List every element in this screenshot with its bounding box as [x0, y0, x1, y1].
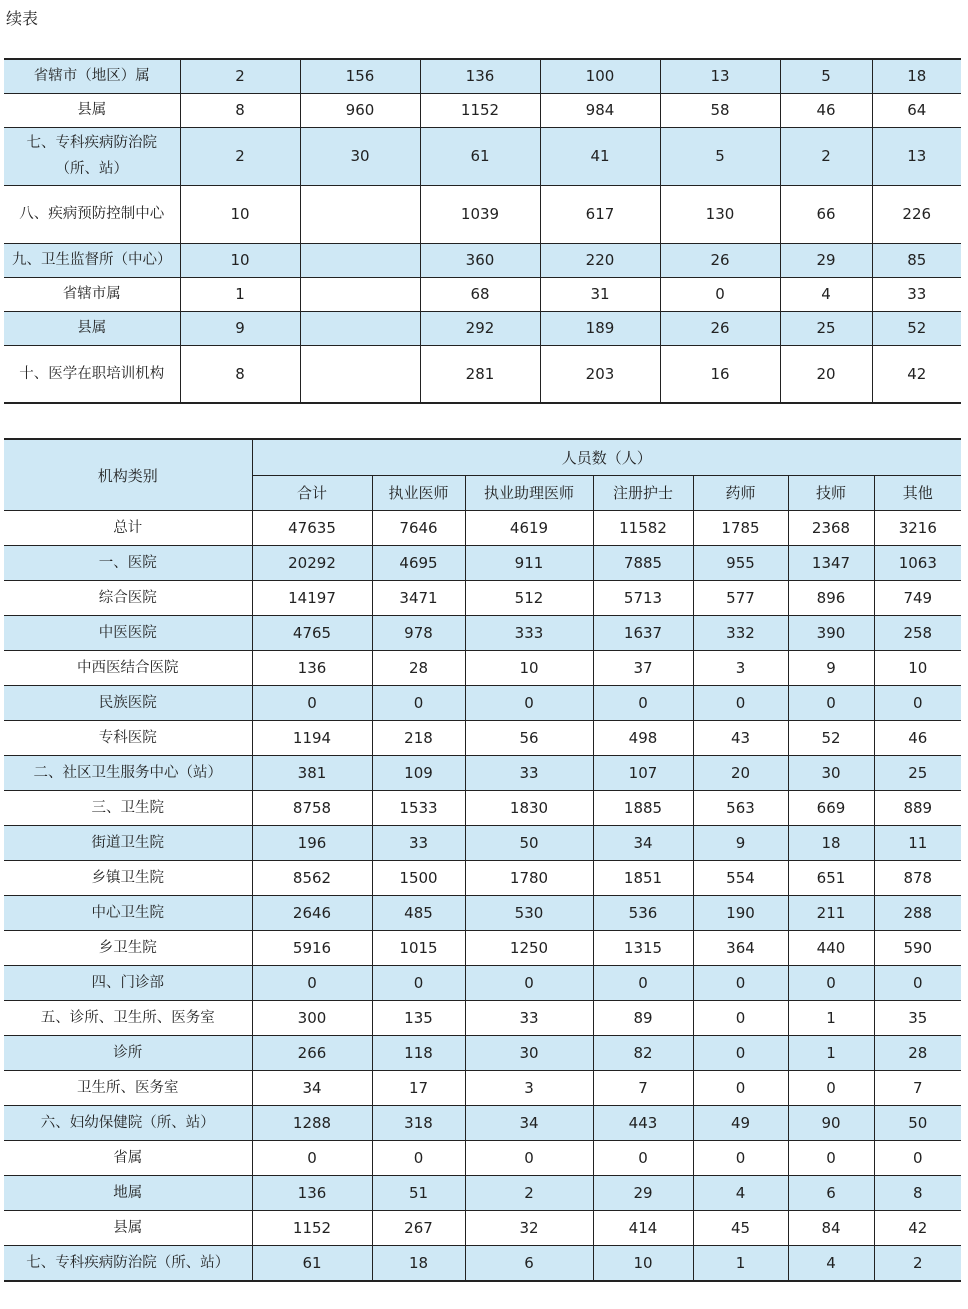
cell-value: 0 — [372, 686, 465, 721]
cell-value: 61 — [252, 1246, 372, 1281]
row-label: 省辖市（地区）属 — [4, 59, 180, 93]
cell-value: 960 — [300, 93, 420, 127]
cell-value: 18 — [372, 1246, 465, 1281]
cell-value: 617 — [540, 185, 660, 243]
cell-value: 226 — [872, 185, 961, 243]
cell-value: 196 — [252, 826, 372, 861]
cell-value: 9 — [788, 651, 874, 686]
header-category: 机构类别 — [4, 439, 252, 511]
cell-value: 749 — [874, 581, 961, 616]
table-row — [4, 896, 961, 931]
row-label: 七、专科疾病防治院（所、站） — [4, 127, 180, 185]
cell-value: 33 — [465, 1001, 593, 1036]
cell-value: 26 — [660, 311, 780, 345]
table-row — [4, 966, 961, 1001]
cell-value: 50 — [874, 1106, 961, 1141]
cell-value: 189 — [540, 311, 660, 345]
cell-value: 0 — [693, 966, 788, 1001]
cell-value: 2 — [465, 1176, 593, 1211]
cell-value: 16 — [660, 345, 780, 403]
table-row — [4, 1211, 961, 1246]
cell-value: 300 — [252, 1001, 372, 1036]
table-row — [4, 1071, 961, 1106]
cell-value: 1063 — [874, 546, 961, 581]
cell-value: 2 — [180, 59, 300, 93]
cell-value: 1785 — [693, 511, 788, 546]
cell-value: 1315 — [593, 931, 693, 966]
row-label: 中西医结合医院 — [4, 651, 252, 686]
cell-value: 34 — [252, 1071, 372, 1106]
cell-value: 11 — [874, 826, 961, 861]
cell-value: 0 — [465, 966, 593, 1001]
cell-value: 267 — [372, 1211, 465, 1246]
cell-value: 1288 — [252, 1106, 372, 1141]
table-row — [4, 243, 961, 277]
cell-value: 46 — [780, 93, 872, 127]
cell-value: 530 — [465, 896, 593, 931]
cell-value: 0 — [874, 966, 961, 1001]
cell-value: 190 — [693, 896, 788, 931]
cell-value: 5713 — [593, 581, 693, 616]
cell-value: 1637 — [593, 616, 693, 651]
column-header: 合计 — [252, 475, 372, 511]
table-row — [4, 861, 961, 896]
cell-value: 4695 — [372, 546, 465, 581]
cell-value: 203 — [540, 345, 660, 403]
cell-value: 5 — [780, 59, 872, 93]
cell-value: 1500 — [372, 861, 465, 896]
table-row — [4, 1176, 961, 1211]
cell-value: 3 — [465, 1071, 593, 1106]
cell-value: 0 — [372, 966, 465, 1001]
cell-value: 49 — [693, 1106, 788, 1141]
cell-value: 1347 — [788, 546, 874, 581]
row-label: 省属 — [4, 1141, 252, 1176]
row-label: 六、妇幼保健院（所、站） — [4, 1106, 252, 1141]
cell-value: 1152 — [252, 1211, 372, 1246]
cell-value: 130 — [660, 185, 780, 243]
cell-value: 485 — [372, 896, 465, 931]
cell-value: 1 — [180, 277, 300, 311]
cell-value: 37 — [593, 651, 693, 686]
cell-value: 30 — [788, 756, 874, 791]
cell-value: 3 — [693, 651, 788, 686]
row-label: 乡卫生院 — [4, 931, 252, 966]
cell-value: 28 — [874, 1036, 961, 1071]
row-label: 八、疾病预防控制中心 — [4, 185, 180, 243]
cell-value: 52 — [872, 311, 961, 345]
table-row — [4, 1246, 961, 1281]
column-header: 执业助理医师 — [465, 475, 593, 511]
cell-value: 360 — [420, 243, 540, 277]
row-label: 七、专科疾病防治院（所、站） — [4, 1246, 252, 1281]
cell-value: 20292 — [252, 546, 372, 581]
header-group: 人员数（人） — [252, 439, 961, 475]
cell-value: 11582 — [593, 511, 693, 546]
cell-value: 0 — [788, 1141, 874, 1176]
cell-value: 911 — [465, 546, 593, 581]
cell-value: 218 — [372, 721, 465, 756]
cell-value: 1194 — [252, 721, 372, 756]
row-label: 诊所 — [4, 1036, 252, 1071]
cell-value: 889 — [874, 791, 961, 826]
cell-value: 20 — [780, 345, 872, 403]
cell-value: 220 — [540, 243, 660, 277]
cell-value: 8758 — [252, 791, 372, 826]
cell-value: 9 — [693, 826, 788, 861]
cell-value: 136 — [252, 651, 372, 686]
column-header: 执业医师 — [372, 475, 465, 511]
cell-value: 29 — [593, 1176, 693, 1211]
cell-value: 498 — [593, 721, 693, 756]
cell-value: 0 — [788, 1071, 874, 1106]
table-row — [4, 546, 961, 581]
cell-value: 66 — [780, 185, 872, 243]
cell-value: 10 — [180, 243, 300, 277]
cell-value: 50 — [465, 826, 593, 861]
cell-value: 2646 — [252, 896, 372, 931]
cell-value: 288 — [874, 896, 961, 931]
cell-value: 3216 — [874, 511, 961, 546]
cell-value: 47635 — [252, 511, 372, 546]
cell-value — [300, 345, 420, 403]
staff-count-table — [4, 438, 961, 1282]
cell-value: 0 — [372, 1141, 465, 1176]
cell-value: 32 — [465, 1211, 593, 1246]
cell-value: 42 — [874, 1211, 961, 1246]
cell-value: 31 — [540, 277, 660, 311]
row-label: 地属 — [4, 1176, 252, 1211]
cell-value: 100 — [540, 59, 660, 93]
table-row — [4, 826, 961, 861]
cell-value: 2 — [180, 127, 300, 185]
cell-value: 14197 — [252, 581, 372, 616]
cell-value: 4 — [788, 1246, 874, 1281]
cell-value: 651 — [788, 861, 874, 896]
table-row — [4, 345, 961, 403]
table-row — [4, 686, 961, 721]
cell-value: 1533 — [372, 791, 465, 826]
cell-value: 0 — [252, 686, 372, 721]
cell-value: 258 — [874, 616, 961, 651]
cell-value: 7646 — [372, 511, 465, 546]
row-label: 县属 — [4, 1211, 252, 1246]
cell-value: 3471 — [372, 581, 465, 616]
cell-value: 8 — [180, 345, 300, 403]
table-row — [4, 1036, 961, 1071]
table-row — [4, 1141, 961, 1176]
cell-value: 5 — [660, 127, 780, 185]
cell-value: 13 — [660, 59, 780, 93]
cell-value: 536 — [593, 896, 693, 931]
cell-value: 118 — [372, 1036, 465, 1071]
continued-table — [4, 58, 961, 404]
cell-value: 0 — [252, 966, 372, 1001]
cell-value: 1 — [693, 1246, 788, 1281]
cell-value: 0 — [465, 1141, 593, 1176]
cell-value: 28 — [372, 651, 465, 686]
table-row — [4, 1106, 961, 1141]
table-row — [4, 511, 961, 546]
cell-value: 443 — [593, 1106, 693, 1141]
cell-value: 0 — [593, 1141, 693, 1176]
cell-value: 2368 — [788, 511, 874, 546]
cell-value: 292 — [420, 311, 540, 345]
cell-value: 4765 — [252, 616, 372, 651]
row-label: 街道卫生院 — [4, 826, 252, 861]
cell-value: 0 — [788, 686, 874, 721]
cell-value: 41 — [540, 127, 660, 185]
row-label: 民族医院 — [4, 686, 252, 721]
cell-value: 90 — [788, 1106, 874, 1141]
cell-value: 10 — [180, 185, 300, 243]
cell-value: 414 — [593, 1211, 693, 1246]
table-row — [4, 756, 961, 791]
cell-value: 0 — [693, 1001, 788, 1036]
cell-value: 4 — [693, 1176, 788, 1211]
cell-value: 9 — [180, 311, 300, 345]
cell-value: 563 — [693, 791, 788, 826]
table-row — [4, 616, 961, 651]
cell-value: 4 — [780, 277, 872, 311]
cell-value: 61 — [420, 127, 540, 185]
cell-value: 0 — [874, 1141, 961, 1176]
cell-value: 20 — [693, 756, 788, 791]
cell-value: 0 — [593, 686, 693, 721]
row-label: 县属 — [4, 311, 180, 345]
cell-value: 0 — [465, 686, 593, 721]
table-row — [4, 651, 961, 686]
cell-value: 577 — [693, 581, 788, 616]
cell-value: 18 — [788, 826, 874, 861]
row-label: 省辖市属 — [4, 277, 180, 311]
cell-value: 896 — [788, 581, 874, 616]
cell-value: 10 — [465, 651, 593, 686]
cell-value: 43 — [693, 721, 788, 756]
cell-value: 52 — [788, 721, 874, 756]
cell-value: 978 — [372, 616, 465, 651]
cell-value: 333 — [465, 616, 593, 651]
cell-value: 1830 — [465, 791, 593, 826]
table-row — [4, 59, 961, 93]
cell-value: 0 — [693, 1141, 788, 1176]
cell-value: 13 — [872, 127, 961, 185]
cell-value: 64 — [872, 93, 961, 127]
column-header: 药师 — [693, 475, 788, 511]
table-row — [4, 93, 961, 127]
table-caption: 续表 — [6, 9, 39, 28]
cell-value: 25 — [780, 311, 872, 345]
cell-value: 1 — [788, 1036, 874, 1071]
cell-value: 1885 — [593, 791, 693, 826]
cell-value: 318 — [372, 1106, 465, 1141]
cell-value: 512 — [465, 581, 593, 616]
cell-value: 34 — [593, 826, 693, 861]
cell-value: 34 — [465, 1106, 593, 1141]
table-row — [4, 311, 961, 345]
row-label: 二、社区卫生服务中心（站） — [4, 756, 252, 791]
cell-value: 440 — [788, 931, 874, 966]
cell-value: 554 — [693, 861, 788, 896]
cell-value: 30 — [300, 127, 420, 185]
row-label: 专科医院 — [4, 721, 252, 756]
cell-value: 10 — [874, 651, 961, 686]
column-header: 其他 — [874, 475, 961, 511]
cell-value: 58 — [660, 93, 780, 127]
cell-value: 2 — [874, 1246, 961, 1281]
cell-value: 10 — [593, 1246, 693, 1281]
table-row — [4, 185, 961, 243]
row-label: 五、诊所、卫生所、医务室 — [4, 1001, 252, 1036]
cell-value: 46 — [874, 721, 961, 756]
cell-value: 156 — [300, 59, 420, 93]
column-header: 技师 — [788, 475, 874, 511]
cell-value: 390 — [788, 616, 874, 651]
table-row — [4, 277, 961, 311]
cell-value: 0 — [660, 277, 780, 311]
cell-value: 42 — [872, 345, 961, 403]
cell-value: 381 — [252, 756, 372, 791]
row-label: 乡镇卫生院 — [4, 861, 252, 896]
cell-value: 211 — [788, 896, 874, 931]
cell-value: 4619 — [465, 511, 593, 546]
cell-value — [300, 311, 420, 345]
cell-value: 89 — [593, 1001, 693, 1036]
row-label: 九、卫生监督所（中心） — [4, 243, 180, 277]
cell-value: 82 — [593, 1036, 693, 1071]
cell-value: 0 — [874, 686, 961, 721]
cell-value: 84 — [788, 1211, 874, 1246]
cell-value: 1250 — [465, 931, 593, 966]
cell-value: 0 — [693, 686, 788, 721]
cell-value: 1851 — [593, 861, 693, 896]
row-label: 中心卫生院 — [4, 896, 252, 931]
row-label: 一、医院 — [4, 546, 252, 581]
cell-value: 955 — [693, 546, 788, 581]
table-row — [4, 581, 961, 616]
cell-value: 136 — [420, 59, 540, 93]
cell-value: 0 — [788, 966, 874, 1001]
cell-value: 8 — [874, 1176, 961, 1211]
row-label: 总计 — [4, 511, 252, 546]
cell-value: 45 — [693, 1211, 788, 1246]
cell-value: 6 — [788, 1176, 874, 1211]
cell-value: 1 — [788, 1001, 874, 1036]
cell-value: 109 — [372, 756, 465, 791]
cell-value: 364 — [693, 931, 788, 966]
cell-value: 17 — [372, 1071, 465, 1106]
cell-value: 1039 — [420, 185, 540, 243]
table-row — [4, 127, 961, 185]
cell-value: 8562 — [252, 861, 372, 896]
cell-value: 1780 — [465, 861, 593, 896]
cell-value: 35 — [874, 1001, 961, 1036]
row-label: 四、门诊部 — [4, 966, 252, 1001]
cell-value: 332 — [693, 616, 788, 651]
cell-value — [300, 243, 420, 277]
cell-value: 2 — [780, 127, 872, 185]
cell-value: 33 — [872, 277, 961, 311]
cell-value: 8 — [180, 93, 300, 127]
table-row — [4, 1001, 961, 1036]
cell-value: 136 — [252, 1176, 372, 1211]
cell-value: 33 — [372, 826, 465, 861]
cell-value: 25 — [874, 756, 961, 791]
table-row — [4, 791, 961, 826]
cell-value: 7 — [874, 1071, 961, 1106]
row-label: 综合医院 — [4, 581, 252, 616]
cell-value: 1015 — [372, 931, 465, 966]
table-row — [4, 931, 961, 966]
cell-value: 0 — [593, 966, 693, 1001]
cell-value: 5916 — [252, 931, 372, 966]
cell-value: 6 — [465, 1246, 593, 1281]
cell-value: 0 — [693, 1071, 788, 1106]
cell-value: 85 — [872, 243, 961, 277]
cell-value: 56 — [465, 721, 593, 756]
cell-value: 26 — [660, 243, 780, 277]
cell-value: 107 — [593, 756, 693, 791]
cell-value: 878 — [874, 861, 961, 896]
cell-value: 984 — [540, 93, 660, 127]
cell-value: 68 — [420, 277, 540, 311]
cell-value — [300, 277, 420, 311]
cell-value: 7885 — [593, 546, 693, 581]
row-label: 县属 — [4, 93, 180, 127]
cell-value: 669 — [788, 791, 874, 826]
cell-value: 7 — [593, 1071, 693, 1106]
cell-value: 266 — [252, 1036, 372, 1071]
cell-value: 590 — [874, 931, 961, 966]
cell-value: 281 — [420, 345, 540, 403]
cell-value: 135 — [372, 1001, 465, 1036]
row-label: 中医医院 — [4, 616, 252, 651]
cell-value: 33 — [465, 756, 593, 791]
cell-value: 30 — [465, 1036, 593, 1071]
cell-value: 0 — [252, 1141, 372, 1176]
cell-value: 1152 — [420, 93, 540, 127]
cell-value: 29 — [780, 243, 872, 277]
row-label: 十、医学在职培训机构 — [4, 345, 180, 403]
table-row — [4, 721, 961, 756]
column-header: 注册护士 — [593, 475, 693, 511]
cell-value: 51 — [372, 1176, 465, 1211]
row-label: 三、卫生院 — [4, 791, 252, 826]
cell-value: 18 — [872, 59, 961, 93]
cell-value: 0 — [693, 1036, 788, 1071]
cell-value — [300, 185, 420, 243]
row-label: 卫生所、医务室 — [4, 1071, 252, 1106]
